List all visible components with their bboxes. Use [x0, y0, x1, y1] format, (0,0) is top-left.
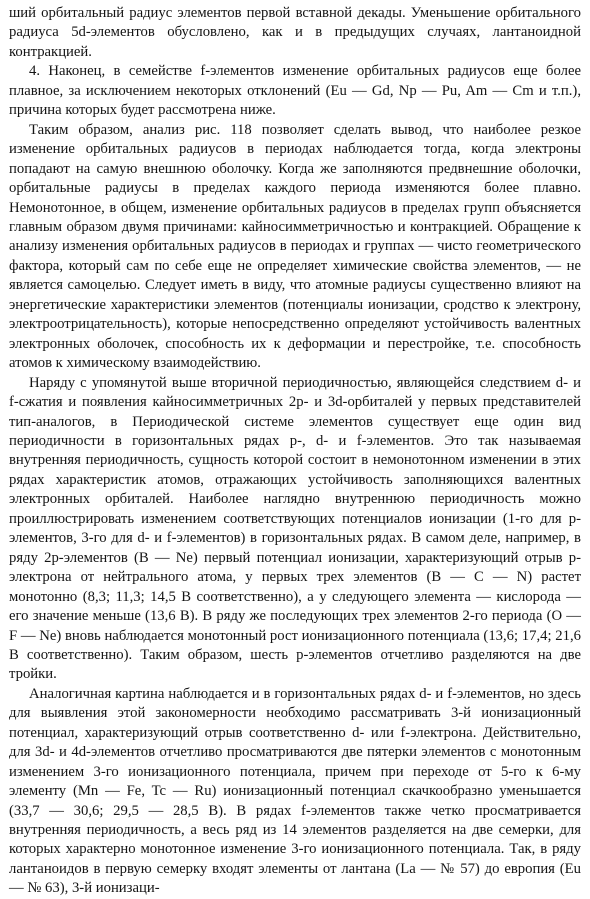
paragraph-internal-periodicity: Наряду с упомянутой выше вторичной периодичностью, являющейся следствием d- и f-сжатия и появления кайносимметричных 2p- и 3d-орбиталей у первых представителей тип-аналогов, в Периодической системе элементов существует еще один вид периодичности в горизонтальных рядах p-, d- и f-элементов. Это так называемая внутренняя периодичность, сущность которой состоит в немонотонном изменении в этих рядах характеристик атомов, отражающих устойчивость заполняющихся валентных электронных орбиталей. Наиболее наглядно внутреннюю периодичность можно проиллюстрировать изменением соответствующих потенциалов ионизации (1-го для p-элементов, 3-го для d- и f-элементов) в горизонтальных рядах. В самом деле, например, в ряду 2p-элементов (B — Ne) первый потенциал ионизации, характеризующий отрыв p-электрона от нейтрального атома, у первых трех элементов (B — C — N) растет монотонно (8,3; 11,3; 14,5 В соответственно), а у следующего элемента — кислорода — его значение меньше (13,6 В). В ряду же последующих трех элементов 2-го периода (O — F — Ne) вновь наблюдается монотонный рост ионизационного потенциала (13,6; 17,4; 21,6 В соответственно). Таким образом, шесть p-элементов отчетливо разделяются на две тройки. — [9, 374, 581, 683]
paragraph-continuation: ший орбитальный радиус элементов первой вставной декады. Уменьшение орбитального радиуса 5d-элементов обусловлено, как и в предыдущих случаях, лантаноидной контракцией. — [9, 5, 581, 60]
paragraph-d-f-elements: Аналогичная картина наблюдается и в горизонтальных рядах d- и f-элементов, но здесь для выявления этой закономерности необходимо рассматривать 3-й ионизационный потенциал, характеризующий отрыв соответственно d- или f-электрона. Действительно, для 3d- и 4d-элементов отчетливо просматриваются две пятерки элементов с монотонным изменением 3-го ионизационного потенциала, причем при переходе от 5-го к 6-му элементу (Mn — Fe, Tc — Ru) ионизационный потенциал скачкообразно уменьшается (33,7 — 30,6; 29,5 — 28,5 В). В рядах f-элементов также четко просматривается внутренняя периодичность, а весь ряд из 14 элементов разделяется на две семерки, для которых характерно монотонное изменение 3-го ионизационного потенциала. Так, в ряду лантаноидов в первую семерку входят элементы от лантана (La — № 57) до европия (Eu — № 63), 3-й ионизаци- — [9, 685, 581, 897]
paragraph-item-4: 4. Наконец, в семействе f-элементов изменение орбитальных радиусов еще более плавное, за исключением некоторых отклонений (Eu — Gd, Np — Pu, Am — Cm и т.п.), причина которых будет рассмотрена ниже. — [9, 63, 581, 119]
paragraph-conclusion: Таким образом, анализ рис. 118 позволяет сделать вывод, что наиболее резкое изменение орбитальных радиусов в периодах наблюдается тогда, когда электроны попадают на самую внешнюю оболочку. Когда же заполняются предвнешние оболочки, орбитальные радиусы в пределах каждого периода изменяются более плавно. Немонотонное, в общем, изменение орбитальных радиусов в пределах групп объясняется главным образом двумя причинами: кайносимметричностью и контракцией. Обращение к анализу изменения орбитальных радиусов в периодах и группах — чисто геометрического фактора, который сам по себе еще не определяет химические свойства элементов, — не является самоцелью. Следует иметь в виду, что атомные радиусы существенно влияют на энергетические характеристики элементов (потенциалы ионизации, сродство к электрону, электроотрицательность), которые непосредственно определяют устойчивость валентных электронных оболочек, способность их к деформации и перестройке, т.е. способность атомов к химическому взаимодействию. — [9, 121, 581, 372]
